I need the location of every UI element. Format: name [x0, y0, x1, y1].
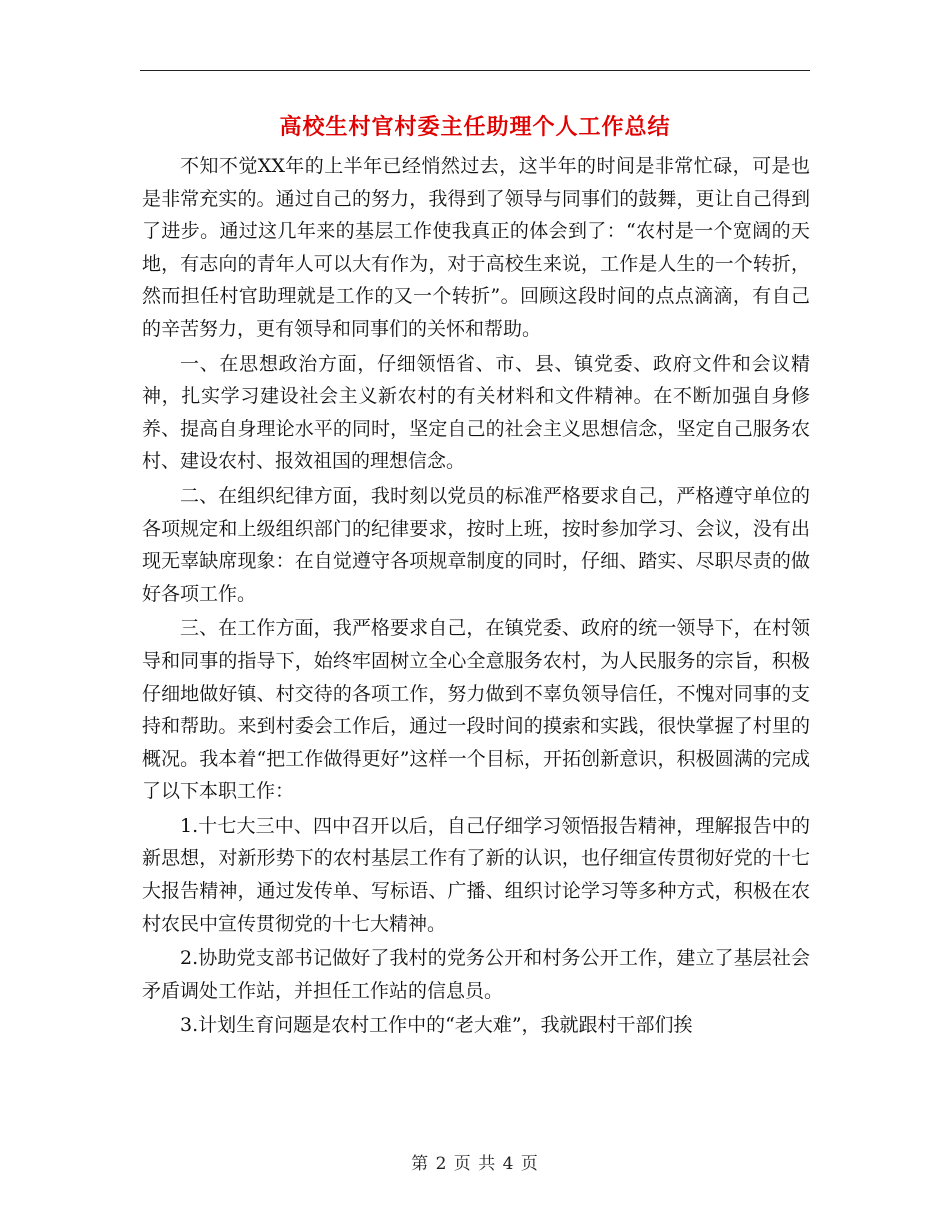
- paragraph-work: 三、在工作方面，我严格要求自己，在镇党委、政府的统一领导下，在村领导和同事的指导下，始终牢固树立全心全意服务农村，为人民服务的宗旨，积极仔细地做好镇、村交待的各项工作，努力做到不辜负领导信任，不愧对同事的支持和帮助。来到村委会工作后，通过一段时间的摸索和实践，很快掌握了村里的概况。我本着“把工作做得更好”这样一个目标，开拓创新意识，积极圆满的完成了以下本职工作：: [142, 617, 810, 803]
- page-number: 第 2 页 共 4 页: [411, 1154, 539, 1174]
- paragraph-discipline: 二、在组织纪律方面，我时刻以党员的标准严格要求自己，严格遵守单位的各项规定和上级组织部门的纪律要求，按时上班，按时参加学习、会议，没有出现无辜缺席现象：在自觉遵守各项规章制度的同时，仔细、踏实、尽职尽责的做好各项工作。: [142, 484, 810, 605]
- paragraph-item-3: 3.计划生育问题是农村工作中的“老大难”，我就跟村干部们挨: [180, 1014, 693, 1037]
- document-title: 高校生村官村委主任助理个人工作总结: [279, 114, 671, 140]
- paragraph-intro: 不知不觉XX年的上半年已经悄然过去，这半年的时间是非常忙碌，可是也是非常充实的。通过自己的努力，我得到了领导与同事们的鼓舞，更让自己得到了进步。通过这几年来的基层工作使我真正的体会到了：“农村是一个宽阔的天地，有志向的青年人可以大有作为，对于高校生来说，工作是人生的一个转折，然而担任村官助理就是工作的又一个转折”。回顾这段时间的点点滴滴，有自己的辛苦努力，更有领导和同事们的关怀和帮助。: [142, 155, 810, 340]
- header-rule: [140, 70, 810, 71]
- paragraph-item-1: 1.十七大三中、四中召开以后，自己仔细学习领悟报告精神，理解报告中的新思想，对新形势下的农村基层工作有了新的认识，也仔细宣传贯彻好党的十七大报告精神，通过发传单、写标语、广播、组织讨论学习等多种方式，积极在农村农民中宣传贯彻党的十七大精神。: [142, 814, 810, 935]
- document-body: [142, 150, 810, 1042]
- paragraph-ideology: 一、在思想政治方面，仔细领悟省、市、县、镇党委、政府文件和会议精神，扎实学习建设社会主义新农村的有关材料和文件精神。在不断加强自身修养、提高自身理论水平的同时，坚定自己的社会主义思想信念，坚定自己服务农村、建设农村、报效祖国的理想信念。: [142, 352, 810, 473]
- paragraph-item-2: 2.协助党支部书记做好了我村的党务公开和村务公开工作，建立了基层社会矛盾调处工作站，并担任工作站的信息员。: [142, 947, 810, 1002]
